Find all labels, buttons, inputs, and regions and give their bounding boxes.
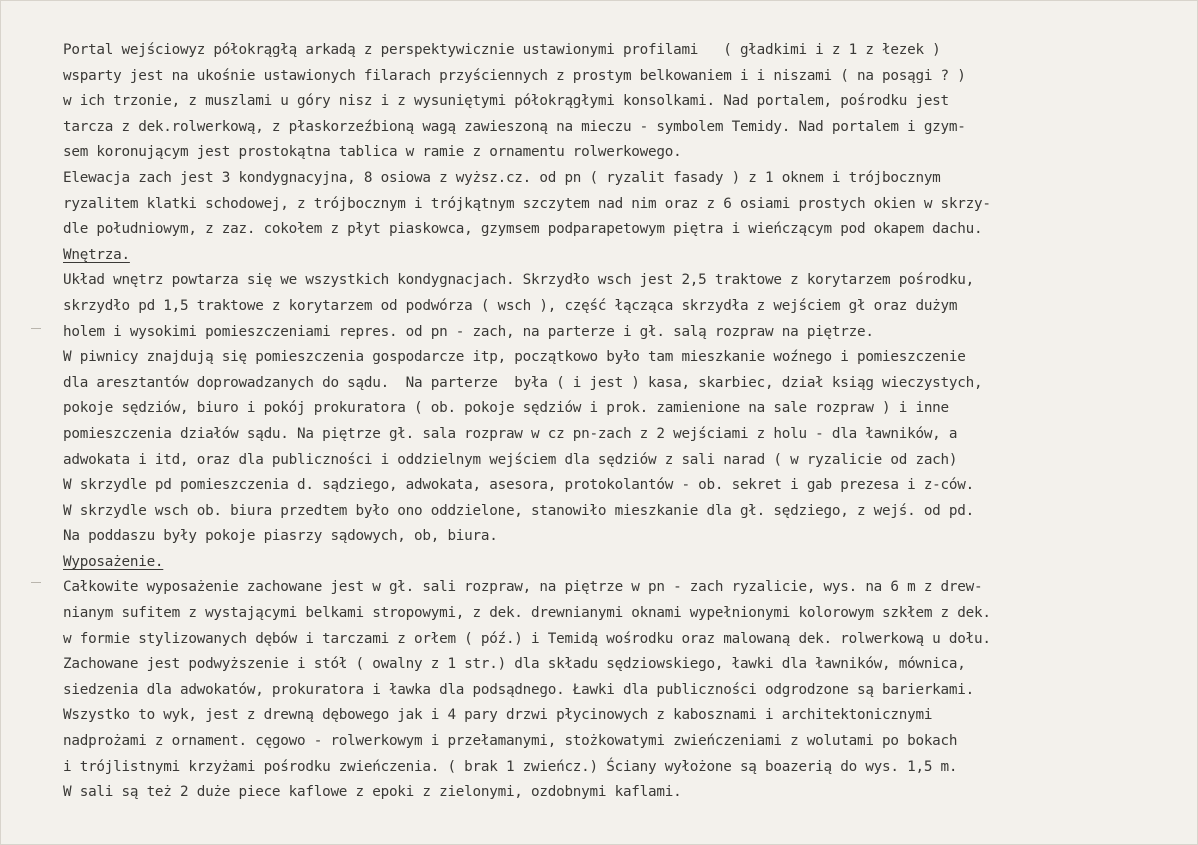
text-line: ryzalitem klatki schodowej, z trójbocznym i trójkątnym szczytem nad nim oraz z 6 osiami prostych okien w skrzy- [63,195,991,212]
text-line: W skrzydle pd pomieszczenia d. sądziego, adwokata, asesora, protokolantów - ob. sekret i gab prezesa i z-ców. [63,477,974,494]
text-line: holem i wysokimi pomieszczeniami repres. od pn - zach, na parterze i gł. salą rozpraw na piętrze. [63,323,874,340]
text-line: wsparty jest na ukośnie ustawionych filarach przyściennych z prostym belkowaniem i i niszami ( na posągi ? ) [63,67,966,84]
text-line: pokoje sędziów, biuro i pokój prokuratora ( ob. pokoje sędziów i prok. zamienione na sale rozpraw ) i inne [63,400,949,417]
margin-tick [31,328,41,329]
text-line: Zachowane jest podwyższenie i stół ( owalny z 1 str.) dla składu sędziowskiego, ławki dla ławników, mównica, [63,656,966,673]
text-line: w formie stylizowanych dębów i tarczami z orłem ( póź.) i Temidą wośrodku oraz malowaną dek. rolwerkową u dołu. [63,630,991,647]
text-line: Układ wnętrz powtarza się we wszystkich kondygnacjach. Skrzydło wsch jest 2,5 traktowe z korytarzem pośrodku, [63,272,974,289]
text-line: tarcza z dek.rolwerkową, z płaskorzeźbioną wagą zawieszoną na mieczu - symbolem Temidy. Nad portalem i gzym- [63,118,966,135]
text-line: W sali są też 2 duże piece kaflowe z epoki z zielonymi, ozdobnymi kaflami. [63,784,682,801]
text-line: Portal wejściowyz półokrągłą arkadą z perspektywicznie ustawionymi profilami ( gładkimi i z 1 z łezek ) [63,42,941,58]
text-line: sem koronującym jest prostokątna tablica w ramie z ornamentu rolwerkowego. [63,144,682,161]
text-line: w ich trzonie, z muszlami u góry nisz i z wysuniętymi półokrągłymi konsolkami. Nad portalem, pośrodku jest [63,93,949,110]
text-line: dle południowym, z zaz. cokołem z płyt piaskowca, gzymsem podparapetowym piętra i wieńczącym pod okapem dachu. [63,221,983,238]
text-line: nianym sufitem z wystającymi belkami stropowymi, z dek. drewnianymi oknami wypełnionymi kolorowym szkłem z dek. [63,605,991,622]
typewritten-text [63,38,1173,806]
text-line: Na poddaszu były pokoje piasrzy sądowych, ob, biura. [63,528,498,545]
text-line: W piwnicy znajdują się pomieszczenia gospodarcze itp, początkowo było tam mieszkanie woźnego i pomieszczenie [63,349,966,366]
section-heading-furnishings: Wyposażenie. [63,553,164,570]
text-line: dla aresztantów doprowadzanych do sądu. Na parterze była ( i jest ) kasa, skarbiec, dział ksiąg wieczystych, [63,374,983,391]
section-heading-interiors: Wnętrza. [63,246,130,263]
text-line: skrzydło pd 1,5 traktowe z korytarzem od podwórza ( wsch ), część łącząca skrzydła z wejściem gł oraz dużym [63,297,958,314]
text-line: Elewacja zach jest 3 kondygnacyjna, 8 osiowa z wyższ.cz. od pn ( ryzalit fasady ) z 1 oknem i trójbocznym [63,169,941,186]
text-line: i trójlistnymi krzyżami pośrodku zwieńczenia. ( brak 1 zwieńcz.) Ściany wyłożone są boazerią do wys. 1,5 m. [63,758,958,775]
text-line: adwokata i itd, oraz dla publiczności i oddzielnym wejściem dla sędziów z sali narad ( w ryzalicie od zach) [63,451,958,468]
text-line: nadprożami z ornament. cęgowo - rolwerkowym i przełamanymi, stożkowatymi zwieńczeniami z wolutami po bokach [63,733,958,750]
margin-tick [31,582,41,583]
text-line: Wszystko to wyk, jest z drewną dębowego jak i 4 pary drzwi płycinowych z kabosznami i architektonicznymi [63,707,933,724]
text-line: W skrzydle wsch ob. biura przedtem było ono oddzielone, stanowiło mieszkanie dla gł. sędziego, z wejś. od pd. [63,502,974,519]
text-line: siedzenia dla adwokatów, prokuratora i ławka dla podsądnego. Ławki dla publiczności odgrodzone są barierkami. [63,681,974,698]
text-line: Całkowite wyposażenie zachowane jest w gł. sali rozpraw, na piętrze w pn - zach ryzalicie, wys. na 6 m z drew- [63,579,983,596]
text-line: pomieszczenia działów sądu. Na piętrze gł. sala rozpraw w cz pn-zach z 2 wejściami z holu - dla ławników, a [63,425,958,442]
